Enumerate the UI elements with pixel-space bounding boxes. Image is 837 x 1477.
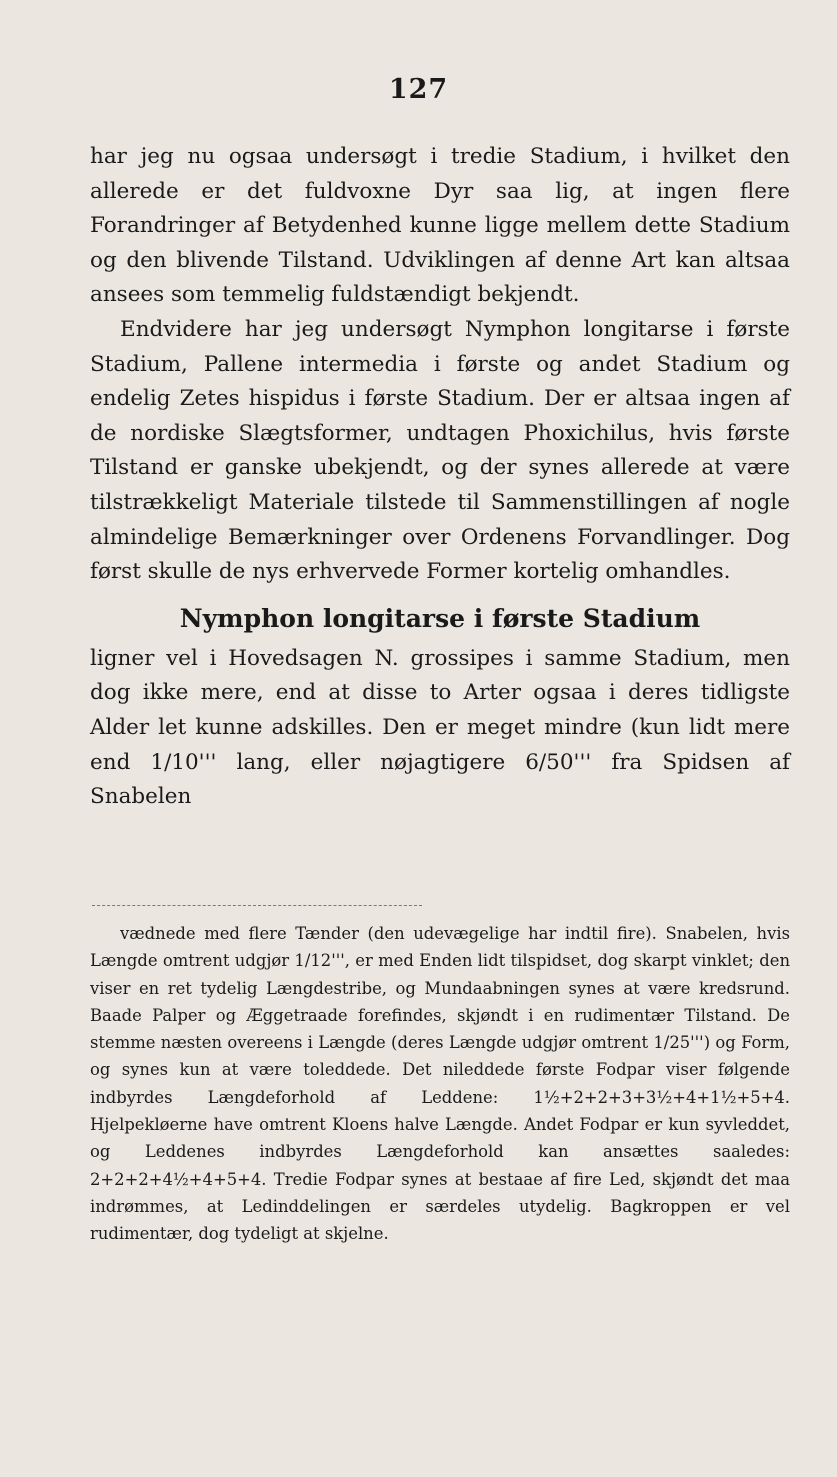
paragraph-nymphon-description: ligner vel i Hovedsagen N. grossipes i samme Stadium, men dog ikke mere, end at disse to Arter ogsaa i deres tidligste Alder let kunne adskilles. Den er meget mindre (kun lidt mere end 1/10''' lang, eller nøjagtigere 6/50''' fra Spidsen af Snabelen	[90, 645, 790, 810]
paragraph-species-overview: Endvidere har jeg undersøgt Nymphon longitarse i første Stadium, Pallene intermedia i første og andet Stadium og endelig Zetes hispidus i første Stadium. Der er altsaa ingen af de nordiske Slægtsformer, undtagen Phoxichilus, hvis første Tilstand er ganske ubekjendt, og der synes allerede at være tilstrækkeligt Materiale tilstede til Sammenstillingen af nogle almindelige Bemærkninger over Ordenens Forvandlinger. Dog først skulle de nys erhvervede Former kortelig omhandles.	[90, 316, 790, 585]
paragraph-continuation: har jeg nu ogsaa undersøgt i tredie Stadium, i hvilket den allerede er det fuldvoxne Dyr saa lig, at ingen flere Forandringer af Betydenhed kunne ligge mellem dette Stadium og den blivende Tilstand. Udviklingen af denne Art kan altsaa ansees som temmelig fuldstændigt bekjendt.	[90, 144, 790, 308]
footnote-divider	[92, 905, 422, 906]
section-heading: Nymphon longitarse i første Stadium	[179, 603, 701, 633]
main-text	[90, 140, 790, 815]
page-number: 127	[388, 74, 449, 105]
footnote: vædnede med flere Tænder (den udevægelige har indtil fire). Snabelen, hvis Længde omtrent udgjør 1/12''', er med Enden lidt tilspidset, dog skarpt vinklet; den viser en ret tydelig Længdestribe, og Mundaabningen synes at være kredsrund. Baade Palper og Æggetraade forefindes, skjøndt i en rudimentær Tilstand. De stemme næsten overeens i Længde (deres Længde udgjør omtrent 1/25''') og Form, og synes kun at være toleddede. Det nileddede første Fodpar viser følgende indbyrdes Længdeforhold af Leddene: 1½+2+2+3+3½+4+1½+5+4. Hjelpekløerne have omtrent Kloens halve Længde. Andet Fodpar er kun syvleddet, og Leddenes indbyrdes Længdeforhold kan ansættes saaledes: 2+2+2+4½+4+5+4. Tredie Fodpar synes at bestaae af fire Led, skjøndt det maa indrømmes, at Ledinddelingen er særdeles utydelig. Bagkroppen er vel rudimentær, dog tydeligt at skjelne.	[90, 924, 790, 1244]
